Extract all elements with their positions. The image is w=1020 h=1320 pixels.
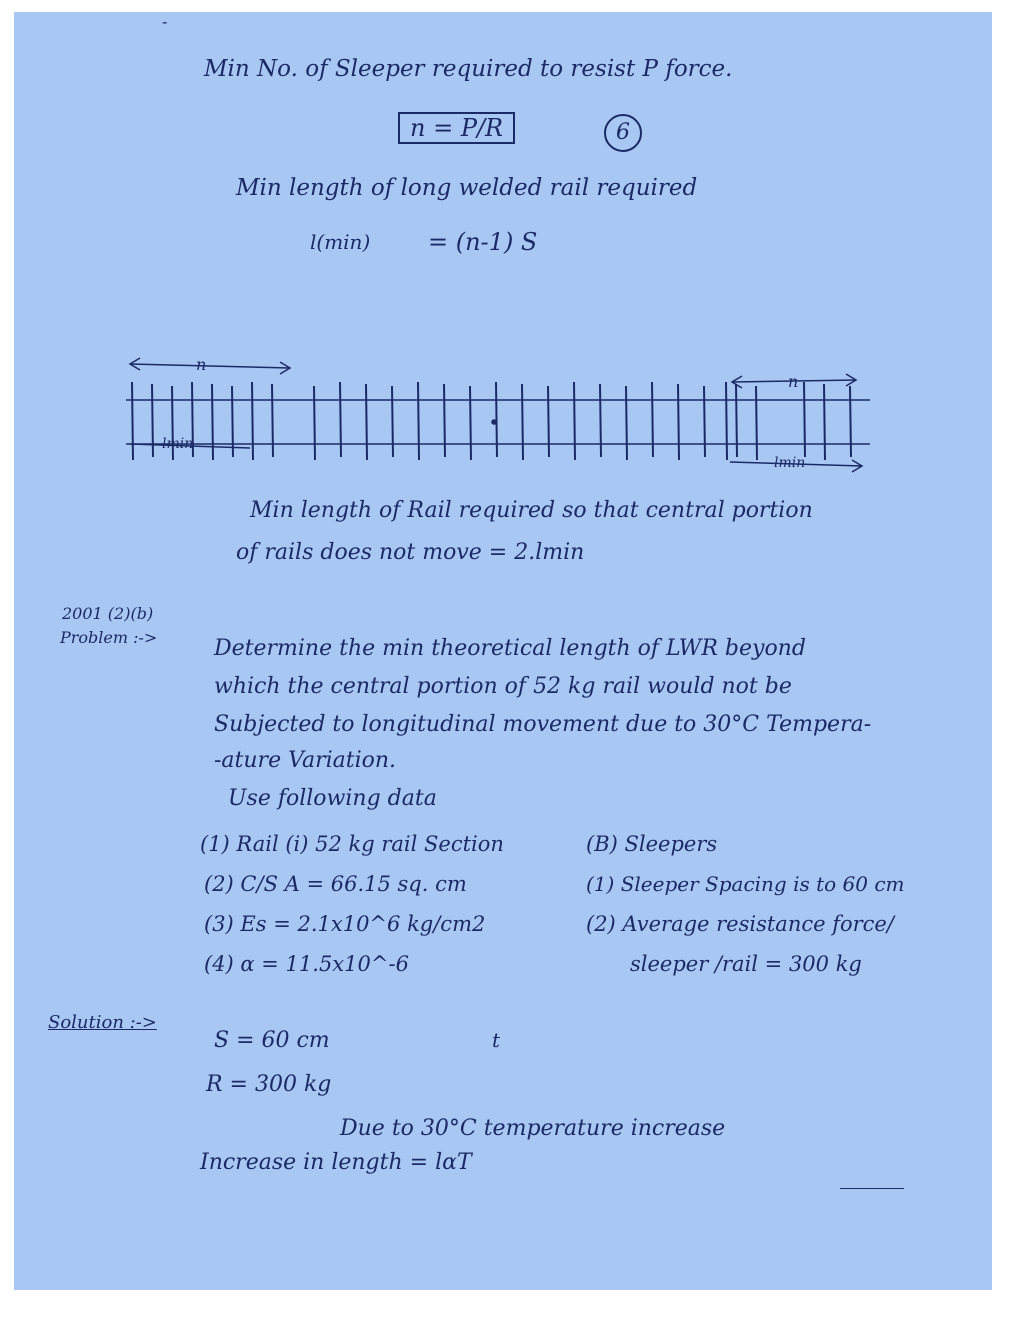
data-right-3: (2) Average resistance force/ xyxy=(586,912,894,936)
sleeper-tick xyxy=(736,384,737,457)
equation-number: 6 xyxy=(604,114,642,152)
left-n-arrow xyxy=(130,364,290,368)
notebook-page xyxy=(14,12,992,1290)
sleeper-tick xyxy=(132,382,133,460)
heading-min-length: Min length of long welded rail required xyxy=(236,175,698,201)
sleeper-tick xyxy=(252,382,253,460)
sleeper-tick xyxy=(548,386,549,457)
lmin-formula: = (n-1) S xyxy=(428,228,538,256)
sleeper-tick xyxy=(152,384,153,457)
central-portion-line2: of rails does not move = 2.lmin xyxy=(236,540,585,565)
increase-in-length: Increase in length = lαT xyxy=(200,1150,472,1175)
center-dot xyxy=(492,420,496,424)
solution-s: S = 60 cm xyxy=(214,1028,330,1053)
sleeper-tick xyxy=(212,384,213,460)
solution-r: R = 300 kg xyxy=(206,1072,332,1097)
sleeper-tick xyxy=(678,384,679,460)
sleeper-tick xyxy=(824,384,825,460)
sleeper-tick xyxy=(850,386,851,457)
sleeper-tick xyxy=(340,382,341,457)
solution-label: Solution :-> xyxy=(48,1012,157,1033)
diagram-label-lmin-left: lmin xyxy=(162,436,194,452)
short-rule xyxy=(840,1188,904,1189)
diagram-label-n-left: n xyxy=(196,355,207,374)
data-left-2: (2) C/S A = 66.15 sq. cm xyxy=(204,872,467,896)
sleeper-tick xyxy=(392,386,393,457)
data-left-4: (4) α = 11.5x10^-6 xyxy=(204,952,409,976)
sleeper-tick xyxy=(314,386,315,460)
sleeper-tick xyxy=(418,382,419,460)
sleeper-tick xyxy=(652,382,653,457)
sleeper-tick xyxy=(272,384,273,457)
sleeper-tick xyxy=(444,384,445,457)
problem-line-3: Subjected to longitudinal movement due to 30°C Tempera- xyxy=(214,712,872,737)
sleeper-tick xyxy=(626,386,627,460)
sleeper-tick xyxy=(804,382,805,457)
sleeper-tick xyxy=(522,384,523,460)
sleeper-tick xyxy=(704,386,705,457)
sleeper-tick xyxy=(726,382,727,460)
due-to-temperature: Due to 30°C temperature increase xyxy=(340,1116,726,1141)
sleeper-tick xyxy=(232,386,233,457)
sleeper-tick xyxy=(496,382,497,457)
central-portion-line1: Min length of Rail required so that central portion xyxy=(250,498,813,523)
diagram-label-n-right: n xyxy=(788,372,799,391)
problem-line-2: which the central portion of 52 kg rail would not be xyxy=(214,674,792,699)
problem-reference: 2001 (2)(b) xyxy=(62,604,154,623)
corner-mark: - xyxy=(162,12,168,31)
data-right-4: sleeper /rail = 300 kg xyxy=(630,952,862,976)
problem-line-4: -ature Variation. xyxy=(214,748,397,773)
formula-n-box: n = P/R xyxy=(398,112,515,144)
data-left-1: (1) Rail (i) 52 kg rail Section xyxy=(200,832,504,856)
sleeper-tick xyxy=(600,384,601,457)
data-right-1: (B) Sleepers xyxy=(586,832,718,856)
data-left-3: (3) Es = 2.1x10^6 kg/cm2 xyxy=(204,912,486,936)
sleeper-tick xyxy=(470,386,471,460)
stray-mark: t xyxy=(492,1028,501,1052)
rail-lines xyxy=(126,355,870,472)
heading-min-sleepers: Min No. of Sleeper required to resist P force. xyxy=(204,56,733,82)
sleeper-tick xyxy=(574,382,575,460)
diagram-label-lmin-right: lmin xyxy=(774,455,806,471)
problem-label: Problem :-> xyxy=(60,628,158,647)
problem-line-1: Determine the min theoretical length of LWR beyond xyxy=(214,636,806,661)
sleeper-tick xyxy=(756,386,757,460)
lmin-label: l(min) xyxy=(310,230,371,254)
sleeper-tick xyxy=(366,384,367,460)
use-data-line: Use following data xyxy=(228,786,437,811)
data-right-2: (1) Sleeper Spacing is to 60 cm xyxy=(586,872,905,896)
